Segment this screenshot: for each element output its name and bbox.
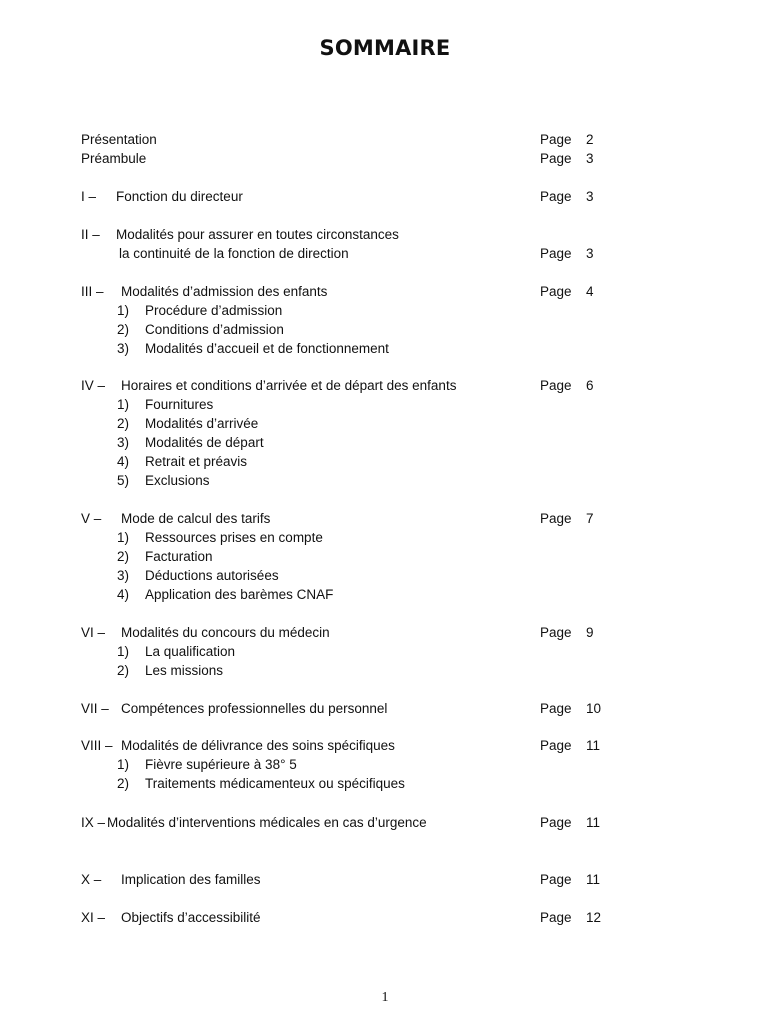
toc-subitem-label: Modalités de départ bbox=[145, 435, 264, 450]
toc-section-label: Compétences professionnelles du personnel bbox=[121, 701, 388, 716]
toc-subitem-label: Modalités d’arrivée bbox=[145, 416, 259, 431]
toc-section-label-continued: la continuité de la fonction de direction bbox=[119, 246, 349, 261]
toc-subitem-number: 3) bbox=[117, 435, 130, 450]
toc-subitem-label: Déductions autorisées bbox=[145, 568, 279, 583]
toc-section-label: Modalités du concours du médecin bbox=[121, 625, 330, 640]
toc-section-number: VIII – bbox=[81, 738, 113, 753]
toc-section-label: Modalités pour assurer en toutes circonstances bbox=[116, 227, 399, 242]
toc-subitem-label: Fièvre supérieure à 38° 5 bbox=[145, 757, 297, 772]
toc-subitem-label: Application des barèmes CNAF bbox=[145, 587, 334, 602]
toc-section-page: Page 7 bbox=[540, 511, 594, 526]
toc-subitem-number: 3) bbox=[117, 341, 130, 356]
toc-subitem-label: Conditions d’admission bbox=[145, 322, 284, 337]
page-title: SOMMAIRE bbox=[319, 36, 451, 60]
toc-subitem-label: Retrait et préavis bbox=[145, 454, 248, 469]
toc-section-number: III – bbox=[81, 284, 104, 299]
toc-subitem-number: 2) bbox=[117, 776, 130, 791]
toc-section-label: Implication des familles bbox=[121, 872, 261, 887]
footer-page-number: 1 bbox=[381, 990, 389, 1005]
toc-subitem-label: Ressources prises en compte bbox=[145, 530, 323, 545]
toc-subitem-label: Procédure d’admission bbox=[145, 303, 283, 318]
toc-subitem-number: 2) bbox=[117, 322, 130, 337]
toc-section-number: IX – bbox=[81, 815, 106, 830]
toc-subitem-number: 2) bbox=[117, 416, 130, 431]
toc-section-number: I – bbox=[81, 189, 97, 204]
toc-section-page: Page 3 bbox=[540, 246, 594, 261]
toc-section-page: Page 9 bbox=[540, 625, 594, 640]
toc-section-page: Page 4 bbox=[540, 284, 594, 299]
toc-section-page: Page 11 bbox=[540, 815, 601, 830]
toc-section-label: Mode de calcul des tarifs bbox=[121, 511, 271, 526]
toc-section-number: V – bbox=[81, 511, 102, 526]
toc-subitem-number: 3) bbox=[117, 568, 130, 583]
toc-section-label: Fonction du directeur bbox=[116, 189, 243, 204]
toc-section-label: Horaires et conditions d’arrivée et de départ des enfants bbox=[121, 378, 457, 393]
toc-subitem-label: Les missions bbox=[145, 663, 224, 678]
toc-subitem-label: Fournitures bbox=[145, 397, 214, 412]
toc-section-label: Modalités d’admission des enfants bbox=[121, 284, 328, 299]
toc-subitem-number: 1) bbox=[117, 530, 130, 545]
toc-section-page: Page 12 bbox=[540, 910, 602, 925]
toc-subitem-label: Modalités d’accueil et de fonctionnement bbox=[145, 341, 389, 356]
toc-entry-presentation-label: Présentation bbox=[81, 132, 157, 147]
toc-section-label: Objectifs d’accessibilité bbox=[121, 910, 261, 925]
toc-subitem-label: La qualification bbox=[145, 644, 236, 659]
toc-subitem-number: 5) bbox=[117, 473, 130, 488]
toc-section-page: Page 11 bbox=[540, 738, 601, 753]
toc-section-number: X – bbox=[81, 872, 102, 887]
toc-section-page: Page 11 bbox=[540, 872, 601, 887]
toc-subitem-label: Facturation bbox=[145, 549, 213, 564]
toc-entry-preambule-label: Préambule bbox=[81, 151, 147, 166]
toc-section-number: VII – bbox=[81, 701, 109, 716]
toc-section-number: IV – bbox=[81, 378, 106, 393]
toc-subitem-number: 1) bbox=[117, 303, 130, 318]
toc-section-number: II – bbox=[81, 227, 100, 242]
toc-subitem-number: 4) bbox=[117, 454, 130, 469]
toc-subitem-label: Exclusions bbox=[145, 473, 210, 488]
toc-entry-preambule-page: Page 3 bbox=[540, 151, 594, 166]
toc-section-page: Page 6 bbox=[540, 378, 594, 393]
toc-section-number: VI – bbox=[81, 625, 106, 640]
toc-subitem-number: 1) bbox=[117, 644, 130, 659]
toc-subitem-number: 1) bbox=[117, 397, 130, 412]
toc-section-label: Modalités de délivrance des soins spécifiques bbox=[121, 738, 395, 753]
toc-section-page: Page 3 bbox=[540, 189, 594, 204]
toc-subitem-label: Traitements médicamenteux ou spécifiques bbox=[145, 776, 405, 791]
toc-entry-presentation-page: Page 2 bbox=[540, 132, 594, 147]
toc-section-page: Page 10 bbox=[540, 701, 602, 716]
toc-section-number: XI – bbox=[81, 910, 106, 925]
toc-subitem-number: 2) bbox=[117, 549, 130, 564]
toc-subitem-number: 4) bbox=[117, 587, 130, 602]
toc-subitem-number: 2) bbox=[117, 663, 130, 678]
toc-section-label: Modalités d’interventions médicales en cas d’urgence bbox=[107, 815, 427, 830]
toc-subitem-number: 1) bbox=[117, 757, 130, 772]
